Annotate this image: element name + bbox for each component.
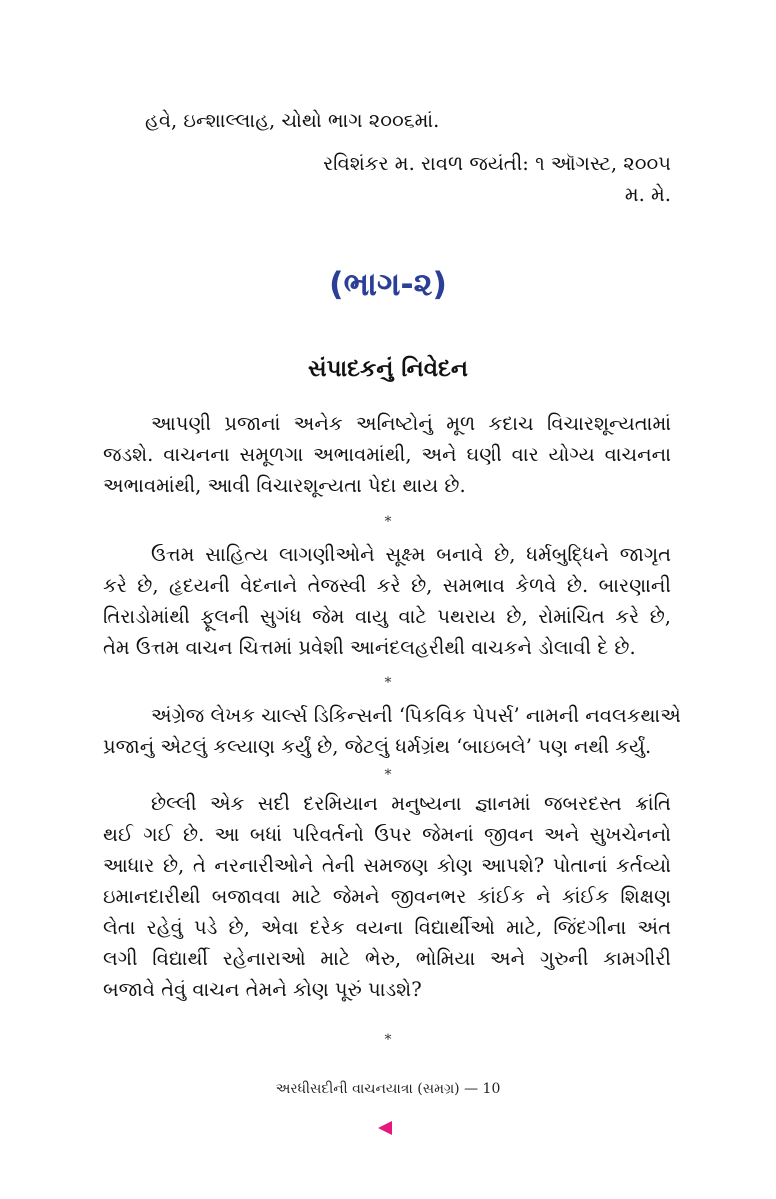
paragraph-line: લેતા રહેવું પડે છે, એવા દરેક વયના વિદ્યાર્થીઓ માટે, જિંદગીના અંત: [103, 916, 671, 939]
paragraph-line: ઇમાનદારીથી બજાવવા માટે જેમને જીવનભર કાંઈક ને કાંઈક શિક્ષણ: [103, 885, 671, 908]
separator-star: *: [384, 767, 392, 783]
section-heading: સંપાદકનું નિવેદન: [307, 355, 469, 382]
paragraph-line: તિરાડોમાંથી ફૂલની સુગંધ જેમ વાયુ વાટે પથરાય છે, રોમાંચિત કરે છે,: [103, 605, 671, 628]
paragraph-line: જડશે. વાચનના સમૂળગા અભાવમાંથી, અને ઘણી વાર યોગ્ય વાચનના: [103, 443, 671, 466]
separator-star: *: [384, 514, 392, 530]
part-heading: (ભાગ-૨): [328, 265, 448, 303]
paragraph-3: [103, 700, 681, 762]
paragraph-line: આપણી પ્રજાનાં અનેક અનિષ્ટોનું મૂળ કદાચ વિચારશૂન્યતામાં: [151, 412, 671, 435]
author-initials: મ. મે.: [624, 183, 671, 206]
paragraph-line: ઉત્તમ સાહિત્ય લાગણીઓને સૂક્ષ્મ બનાવે છે, ધર્મબુદ્ધિને જાગૃત: [151, 543, 671, 566]
paragraph-line: બજાવે તેવું વાચન તેમને કોણ પૂરું પાડશે?: [103, 978, 422, 1001]
page-footer: અરધીસદીની વાચનયાત્રા (સમગ્ર) — 10: [275, 1081, 501, 1097]
paragraph-line: આધાર છે, તે નરનારીઓને તેની સમજણ કોણ આપશે? પોતાનાં કર્તવ્યો: [103, 854, 671, 877]
separator-star: *: [384, 675, 392, 691]
paragraph-line: છેલ્લી એક સદી દરમિયાન મનુષ્યના જ્ઞાનમાં જબરદસ્ત ક્રાંતિ: [151, 792, 671, 815]
intro-line: હવે, ઇન્શાલ્લાહ, ચોથો ભાગ ૨૦૦૬માં.: [145, 109, 440, 132]
separator-star: *: [384, 1032, 392, 1048]
paragraph-line: તેમ ઉત્તમ વાચન ચિત્તમાં પ્રવેશી આનંદલહરીથી વાચકને ડોલાવી દે છે.: [103, 636, 636, 659]
left-triangle-icon[interactable]: [378, 1121, 392, 1135]
paragraph-line: થઈ ગઈ છે. આ બધાં પરિવર્તનો ઉપર જેમનાં જીવન અને સુખચેનનો: [103, 823, 671, 846]
paragraph-line: પ્રજાનું એટલું કલ્યાણ કર્યું છે, જેટલું ધર્મગ્રંથ ‘બાઇબલે’ પણ નથી કર્યું.: [103, 735, 652, 758]
paragraph-2: [103, 539, 671, 663]
paragraph-line: લગી વિદ્યાર્થી રહેનારાઓ માટે ભેરુ, ભોમિયા અને ગુરુની કામગીરી: [103, 947, 671, 970]
paragraph-line: કરે છે, હૃદયની વેદનાને તેજસ્વી કરે છે, સમભાવ કેળવે છે. બારણાની: [103, 574, 671, 597]
paragraph-line: અભાવમાંથી, આવી વિચારશૂન્યતા પેદા થાય છે.: [103, 474, 466, 497]
paragraph-1: [103, 408, 671, 501]
date-line: રવિશંકર મ. રાવળ જયંતી: ૧ ઑગસ્ટ, ૨૦૦૫: [323, 152, 671, 175]
paragraph-line: અંગ્રેજ લેખક ચાર્લ્સ ડિકિન્સની ‘પિકવિક પેપર્સ’ નામની નવલકથાએ: [151, 704, 681, 727]
paragraph-4: [103, 788, 671, 1005]
